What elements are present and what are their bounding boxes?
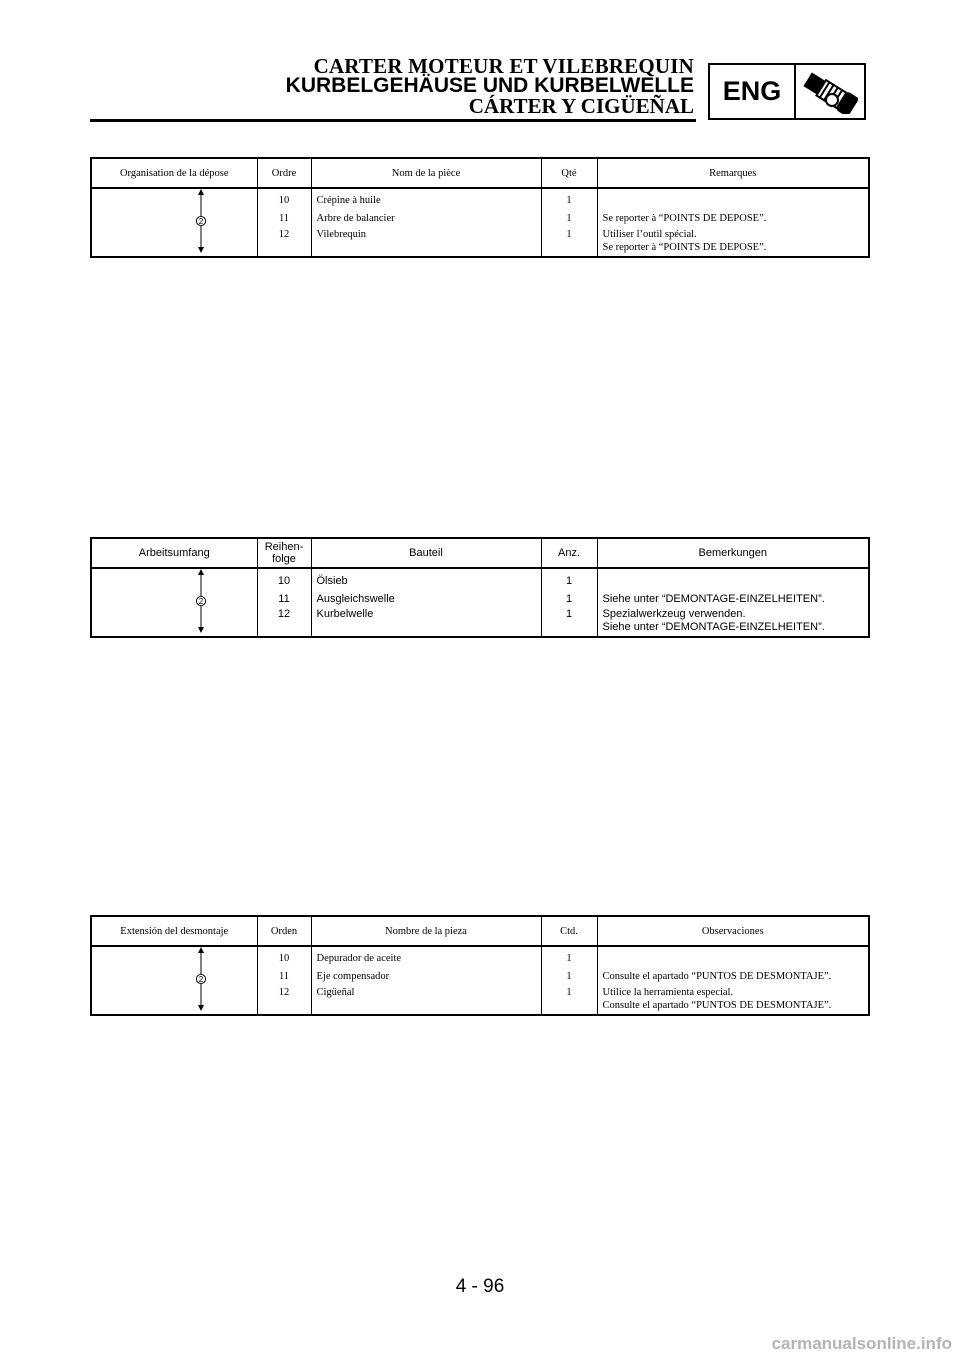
range-arrow-icon xyxy=(196,189,206,253)
remarks-cell xyxy=(597,946,869,1015)
order-value: 10 xyxy=(278,195,290,206)
part-name-cell xyxy=(311,568,541,637)
remark-text xyxy=(598,228,869,254)
table-header-row xyxy=(91,538,869,568)
part-name: Eje compensador xyxy=(316,971,390,982)
scope-cell xyxy=(91,188,257,257)
remark-text xyxy=(598,986,869,1012)
remarks-cell xyxy=(597,188,869,257)
header-order: Ordre xyxy=(257,158,311,188)
remark-line: Consulte el apartado “PUNTOS DE DESMONTAJE”. xyxy=(602,1000,832,1011)
order-value: 12 xyxy=(278,987,290,998)
remark-text: Consulte el apartado “PUNTOS DE DESMONTAJE”. xyxy=(602,971,832,982)
order-value: 11 xyxy=(278,213,290,224)
quantity-value: 1 xyxy=(565,575,573,587)
watermark: carmanualsonline.info xyxy=(771,1334,952,1353)
header-part-name: Nombre de la pieza xyxy=(311,916,541,946)
part-name: Ölsieb xyxy=(316,575,348,587)
header-quantity: Ctd. xyxy=(541,916,597,946)
scope-cell xyxy=(91,946,257,1015)
part-name: Vilebrequin xyxy=(316,229,367,240)
title-german: KURBELGEHÄUSE UND KURBELWELLE xyxy=(285,74,694,97)
order-cell xyxy=(257,946,311,1015)
header-scope: Extensión del desmontaje xyxy=(91,916,257,946)
remark-line: Se reporter à “POINTS DE DEPOSE”. xyxy=(602,242,767,253)
remark-text xyxy=(598,192,869,210)
quantity-cell xyxy=(541,568,597,637)
order-value: 12 xyxy=(277,608,291,620)
order-value: 11 xyxy=(278,593,290,605)
table-body-row xyxy=(91,568,869,637)
quantity-value: 1 xyxy=(566,953,572,964)
part-name-cell xyxy=(311,946,541,1015)
section-badge xyxy=(708,63,866,120)
title-french: CARTER MOTEUR ET VILEBREQUIN xyxy=(313,54,694,78)
remark-line: Utiliser l’outil spécial. xyxy=(602,229,697,240)
page-number: 4 - 96 xyxy=(455,1276,505,1297)
order-cell xyxy=(257,188,311,257)
remarks-cell xyxy=(597,568,869,637)
remark-text: Siehe unter “DEMONTAGE-EINZELHEITEN”. xyxy=(602,593,825,605)
header-order xyxy=(257,538,311,568)
remark-text: Se reporter à “POINTS DE DEPOSE”. xyxy=(602,213,767,224)
header-remarks: Remarques xyxy=(597,158,869,188)
engine-bolt-icon xyxy=(796,65,864,118)
order-value: 10 xyxy=(277,575,291,587)
order-cell xyxy=(257,568,311,637)
header-quantity: Qté xyxy=(541,158,597,188)
part-name-cell xyxy=(311,188,541,257)
removal-table-german xyxy=(90,537,870,638)
range-arrow-icon xyxy=(196,947,206,1011)
range-marker: 2 xyxy=(198,217,204,227)
table-body-row xyxy=(91,188,869,257)
range-marker: 2 xyxy=(198,597,204,607)
quantity-value: 1 xyxy=(566,987,572,998)
scope-cell xyxy=(91,568,257,637)
removal-table-spanish xyxy=(90,915,870,1016)
quantity-value: 1 xyxy=(565,608,573,620)
table-body-row xyxy=(91,946,869,1015)
header-part-name: Bauteil xyxy=(311,538,541,568)
quantity-cell xyxy=(541,946,597,1015)
quantity-cell xyxy=(541,188,597,257)
range-marker: 2 xyxy=(198,975,204,985)
page-header-titles xyxy=(286,56,694,116)
part-name: Kurbelwelle xyxy=(316,608,374,620)
order-value: 11 xyxy=(278,971,290,982)
remark-line: Utilice la herramienta especial. xyxy=(602,987,734,998)
part-name: Depurador de aceite xyxy=(316,953,402,964)
header-remarks: Bemerkungen xyxy=(597,538,869,568)
quantity-value: 1 xyxy=(566,195,572,206)
header-order-line: folge xyxy=(272,553,296,565)
header-order-line: Reihen- xyxy=(264,541,304,553)
header-rule xyxy=(90,119,696,122)
header-scope: Organisation de la dépose xyxy=(91,158,257,188)
part-name: Arbre de balancier xyxy=(316,213,395,224)
remark-text xyxy=(598,950,869,968)
table-header-row xyxy=(91,916,869,946)
section-label: ENG xyxy=(710,65,796,118)
order-value: 10 xyxy=(278,953,290,964)
quantity-value: 1 xyxy=(566,971,572,982)
header-quantity: Anz. xyxy=(541,538,597,568)
part-name: Crépine à huile xyxy=(316,195,381,206)
remark-line: Spezialwerkzeug verwenden. xyxy=(602,608,746,620)
remark-text xyxy=(598,608,869,634)
remark-line: Siehe unter “DEMONTAGE-EINZELHEITEN”. xyxy=(602,621,825,633)
table-header-row xyxy=(91,158,869,188)
header-scope: Arbeitsumfang xyxy=(91,538,257,568)
quantity-value: 1 xyxy=(566,213,572,224)
title-spanish: CÁRTER Y CIGÜEÑAL xyxy=(468,94,694,118)
remark-text xyxy=(598,572,869,590)
quantity-value: 1 xyxy=(566,229,572,240)
quantity-value: 1 xyxy=(565,593,573,605)
part-name: Cigüeñal xyxy=(316,987,355,998)
header-remarks: Observaciones xyxy=(597,916,869,946)
order-value: 12 xyxy=(278,229,290,240)
part-name: Ausgleichswelle xyxy=(316,593,395,605)
removal-table-french xyxy=(90,157,870,258)
range-arrow-icon xyxy=(196,569,206,633)
header-part-name: Nom de la pièce xyxy=(311,158,541,188)
header-order: Orden xyxy=(257,916,311,946)
